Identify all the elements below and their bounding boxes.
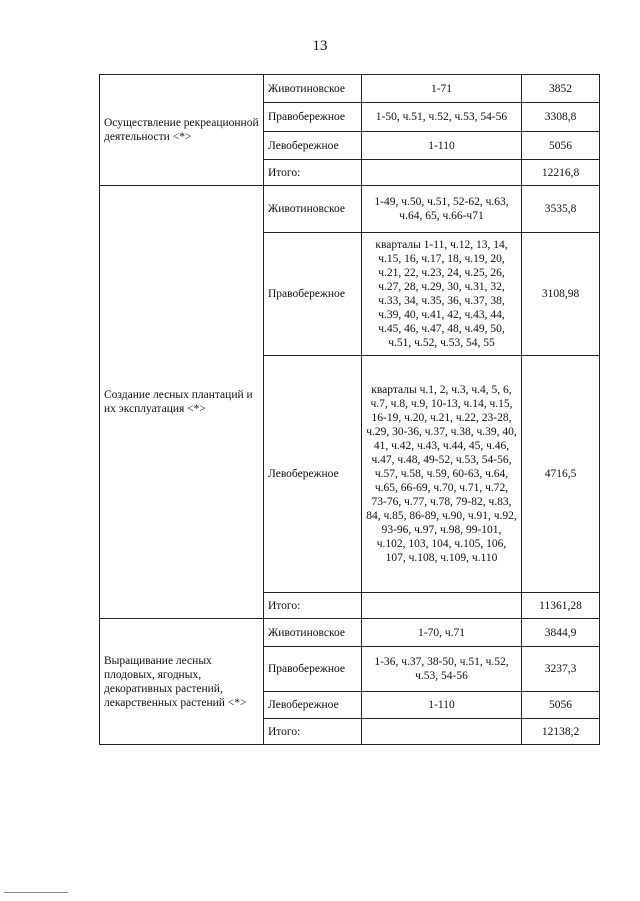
table-row (100, 619, 600, 647)
forestry-cell: Правобережное (264, 233, 362, 356)
area-cell: 3237,3 (522, 647, 600, 692)
quarters-cell: 1-110 (362, 132, 522, 160)
area-cell: 3844,9 (522, 619, 600, 647)
area-cell: 4716,5 (522, 356, 600, 593)
quarters-cell: 1-50, ч.51, ч.52, ч.53, 54-56 (362, 103, 522, 132)
activity-cell: Осуществление рекреационной деятельности <*> (100, 75, 264, 186)
quarters-cell: 1-71 (362, 75, 522, 103)
forestry-cell: Животиновское (264, 619, 362, 647)
total-area: 12216,8 (522, 160, 600, 186)
forestry-cell: Правобережное (264, 103, 362, 132)
forestry-cell: Левобережное (264, 692, 362, 719)
forest-use-table (99, 74, 600, 745)
forestry-cell: Левобережное (264, 132, 362, 160)
table-row (100, 75, 600, 103)
quarters-cell: кварталы 1-11, ч.12, 13, 14, ч.15, 16, ч.17, 18, ч.19, 20, ч.21, 22, ч.23, 24, ч.25, 26, ч.27, 28, ч.29, 30, ч.31, 32, ч.33, 34, ч.35, 36, ч.37, 38, ч.39, 40, ч.41, 42, ч.43, 44, ч.45, 46, ч.47, 48, ч.49, 50, ч.51, ч.52, ч.53, 54, 55 (362, 233, 522, 356)
activity-cell: Создание лесных плантаций и их эксплуатация <*> (100, 186, 264, 619)
area-cell: 3852 (522, 75, 600, 103)
quarters-cell (362, 719, 522, 745)
forestry-cell: Правобережное (264, 647, 362, 692)
quarters-cell: 1-49, ч.50, ч.51, 52-62, ч.63, ч.64, 65, ч.66-ч71 (362, 186, 522, 233)
quarters-cell (362, 593, 522, 619)
quarters-cell: 1-36, ч.37, 38-50, ч.51, ч.52, ч.53, 54-56 (362, 647, 522, 692)
quarters-cell: 1-70, ч.71 (362, 619, 522, 647)
area-cell: 3308,8 (522, 103, 600, 132)
total-area: 12138,2 (522, 719, 600, 745)
area-cell: 5056 (522, 692, 600, 719)
area-cell: 5056 (522, 132, 600, 160)
bottom-rule (4, 892, 68, 893)
quarters-cell: кварталы ч.1, 2, ч.3, ч.4, 5, 6, ч.7, ч.8, ч.9, 10-13, ч.14, ч.15, 16-19, ч.20, ч.21, ч.22, 23-28, ч.29, 30-36, ч.37, ч.38, ч.39, 40, 41, ч.42, ч.43, ч.44, 45, ч.46, ч.47, ч.48, 49-52, ч.53, 54-56, ч.57, ч.58, ч.59, 60-63, ч.64, ч.65, 66-69, ч.70, ч.71, ч.72, 73-76, ч.77, ч.78, 79-82, ч.83, 84, ч.85, 86-89, ч.90, ч.91, ч.92, 93-96, ч.97, ч.98, 99-101, ч.102, 103, 104, ч.105, 106, 107, ч.108, ч.109, ч.110 (362, 356, 522, 593)
area-cell: 3108,98 (522, 233, 600, 356)
quarters-cell: 1-110 (362, 692, 522, 719)
quarters-cell (362, 160, 522, 186)
forestry-cell: Животиновское (264, 75, 362, 103)
table-row (100, 186, 600, 233)
total-label: Итого: (264, 160, 362, 186)
activity-cell: Выращивание лесных плодовых, ягодных, декоративных растений, лекарственных растений <*> (100, 619, 264, 745)
forestry-cell: Левобережное (264, 356, 362, 593)
total-label: Итого: (264, 719, 362, 745)
total-label: Итого: (264, 593, 362, 619)
area-cell: 3535,8 (522, 186, 600, 233)
page-number: 13 (312, 38, 328, 54)
total-area: 11361,28 (522, 593, 600, 619)
forestry-cell: Животиновское (264, 186, 362, 233)
